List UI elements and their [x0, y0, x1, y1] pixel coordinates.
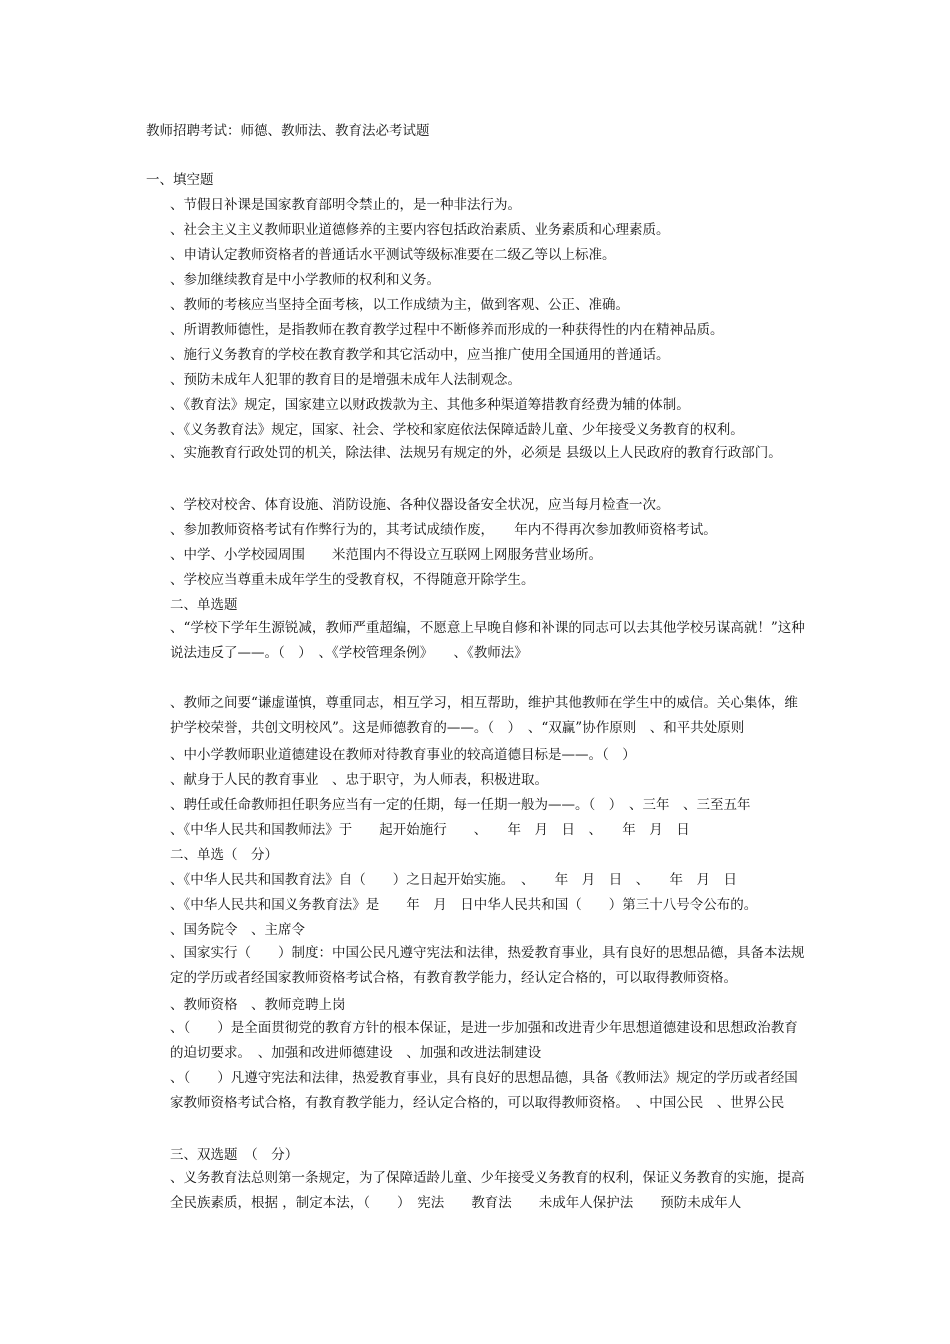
question-item: 、（ ）凡遵守宪法和法律，热爱教育事业，具有良好的思想品德，具备《教师法》规定的学历或者经国家教师资格考试合格，有教育教学能力，经认定合格的，可以取得教师资格。 、中国公民 、世界公民	[170, 1070, 798, 1111]
question-item: 、《义务教育法》规定，国家、社会、学校和家庭依法保障适龄儿童、少年接受义务教育的权利。	[170, 422, 744, 438]
question-item: 、义务教育法总则第一条规定，为了保障适龄儿童、少年接受义务教育的权利，保证义务教育的实施，提高全民族素质，根据 ，制定本法，（ ） 宪法 教育法 未成年人保护法 预防未成年人	[170, 1170, 805, 1211]
question-item: 、国家实行（ ）制度：中国公民凡遵守宪法和法律，热爱教育事业，具有良好的思想品德，具备本法规定的学历或者经国家教师资格考试合格，有教育教学能力，经认定合格的，可以取得教师资格。	[170, 945, 805, 986]
question-item: 、教师资格 、教师竞聘上岗	[170, 997, 346, 1013]
question-item: 、“学校下学年生源锐减，教师严重超编，不愿意上早晚自修和补课的同志可以去其他学校另谋高就！”这种说法违反了——。（ ） 、《学校管理条例》 、《教师法》	[170, 620, 805, 661]
section-heading-double-choice: 三、双选题 （ 分）	[170, 1147, 299, 1163]
section-heading-single-choice: 二、单选题	[170, 597, 238, 613]
document-title: 教师招聘考试：师德、教师法、教育法必考试题	[146, 123, 430, 139]
section-heading-single-choice-scored: 二、单选（ 分）	[170, 847, 278, 863]
question-item: 、《中华人民共和国教师法》于 起开始施行 、 年 月 日 、 年 月 日	[170, 822, 690, 838]
section-heading-fill-blank: 一、填空题	[146, 172, 214, 188]
question-item: 、节假日补课是国家教育部明令禁止的，是一种非法行为。	[170, 197, 521, 213]
question-item: 、教师的考核应当坚持全面考核，以工作成绩为主，做到客观、公正、准确。	[170, 297, 629, 313]
question-item: 、中学、小学校园周围 米范围内不得设立互联网上网服务营业场所。	[170, 547, 602, 563]
question-item: 、（ ）是全面贯彻党的教育方针的根本保证，是进一步加强和改进青少年思想道德建设和思想政治教育的迫切要求。 、加强和改进师德建设 、加强和改进法制建设	[170, 1020, 798, 1061]
question-item: 、国务院令 、主席令	[170, 922, 305, 938]
question-item: 、教师之间要“谦虚谨慎，尊重同志，相互学习，相互帮助，维护其他教师在学生中的威信。关心集体，维护学校荣誉，共创文明校风”。这是师德教育的——。（ ） 、“双赢”协作原则 、和平共处原则	[170, 695, 798, 736]
question-item: 、《中华人民共和国义务教育法》是 年 月 日中华人民共和国（ ）第三十八号令公布的。	[170, 897, 758, 913]
question-item: 、《中华人民共和国教育法》自（ ）之日起开始实施。 、 年 月 日 、 年 月 日	[170, 872, 737, 888]
question-item: 、献身于人民的教育事业 、忠于职守，为人师表，积极进取。	[170, 772, 548, 788]
question-item: 、实施教育行政处罚的机关，除法律、法规另有规定的外，必须是 县级以上人民政府的教育行政部门。	[170, 445, 782, 461]
question-item: 、学校应当尊重未成年学生的受教育权，不得随意开除学生。	[170, 572, 535, 588]
question-item: 、申请认定教师资格者的普通话水平测试等级标准要在二级乙等以上标准。	[170, 247, 616, 263]
question-item: 、《教育法》规定，国家建立以财政拨款为主、其他多种渠道筹措教育经费为辅的体制。	[170, 397, 690, 413]
question-item: 、参加教师资格考试有作弊行为的，其考试成绩作废， 年内不得再次参加教师资格考试。	[170, 522, 717, 538]
question-item: 、社会主义主义教师职业道德修养的主要内容包括政治素质、业务素质和心理素质。	[170, 222, 670, 238]
question-item: 、中小学教师职业道德建设在教师对待教育事业的较高道德目标是——。（ ）	[170, 747, 636, 763]
question-item: 、学校对校舍、体育设施、消防设施、各种仪器设备安全状况，应当每月检查一次。	[170, 497, 670, 513]
question-item: 、聘任或任命教师担任职务应当有一定的任期，每一任期一般为——。（ ） 、三年 、三至五年	[170, 797, 751, 813]
question-item: 、预防未成年人犯罪的教育目的是增强未成年人法制观念。	[170, 372, 521, 388]
question-item: 、施行义务教育的学校在教育教学和其它活动中，应当推广使用全国通用的普通话。	[170, 347, 670, 363]
question-item: 、所谓教师德性，是指教师在教育教学过程中不断修养而形成的一种获得性的内在精神品质。	[170, 322, 724, 338]
question-item: 、参加继续教育是中小学教师的权利和义务。	[170, 272, 440, 288]
